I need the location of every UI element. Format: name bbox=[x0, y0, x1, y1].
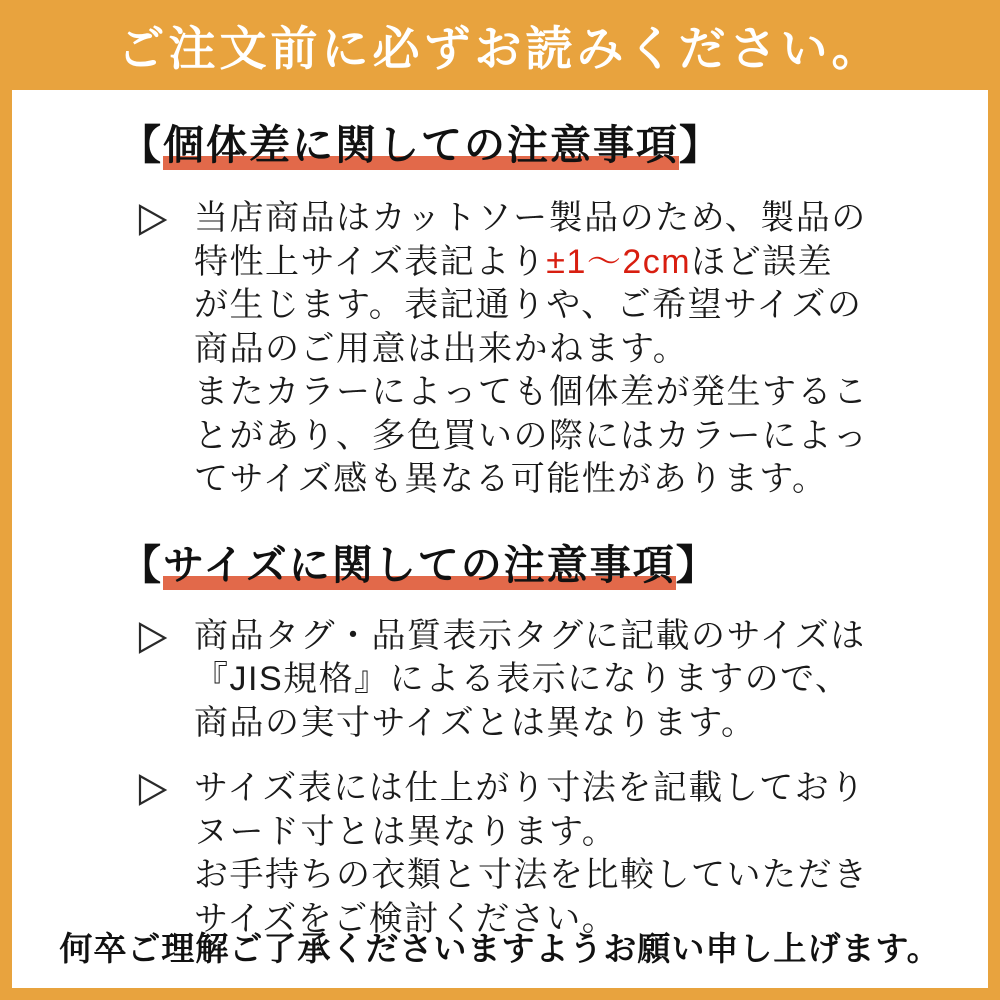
bracket-open: 【 bbox=[120, 122, 163, 168]
top-banner bbox=[0, 0, 1000, 90]
text-segment: ほど誤差 bbox=[691, 242, 834, 281]
text-line: が生じます。表記通りや、ご希望サイズの bbox=[194, 286, 863, 324]
text-line: またカラーによっても個体差が発生するこ bbox=[194, 373, 869, 411]
text-line: サイズ表には仕上がり寸法を記載しており bbox=[194, 769, 866, 807]
text-line: とがあり、多色買いの際にはカラーによっ bbox=[194, 416, 869, 455]
notice-item-tolerance bbox=[138, 197, 988, 502]
text-line: 商品の実寸サイズとは異なります。 bbox=[194, 703, 757, 742]
triangle-bullet-icon bbox=[138, 773, 168, 807]
text-line: 商品タグ・品質表示タグに記載のサイズは bbox=[194, 616, 866, 655]
text-line: サイズをご検討ください。 bbox=[194, 899, 618, 938]
section2-heading-text: サイズに関しての注意事項 bbox=[163, 541, 676, 588]
bracket-close: 】 bbox=[679, 122, 722, 168]
text-line bbox=[194, 241, 869, 285]
closing-message: 何卒ご理解ご了承くださいますようお願い申し上げます。 bbox=[59, 930, 941, 967]
notice-item-measurement bbox=[138, 767, 988, 941]
text-line: てサイズ感も異なる可能性があります。 bbox=[194, 460, 828, 498]
notice-item-jis bbox=[138, 615, 988, 746]
text-line: 商品のご用意は出来かねます。 bbox=[194, 329, 689, 368]
text-line: 当店商品はカットソー製品のため、製品の bbox=[194, 199, 867, 237]
section-heading-individual-difference bbox=[120, 112, 988, 171]
section-heading-size bbox=[120, 532, 988, 591]
text-segment: 特性上サイズ表記より bbox=[194, 242, 547, 281]
notice-item-text bbox=[194, 197, 869, 502]
section1-heading-text: 個体差に関しての注意事項 bbox=[163, 122, 679, 168]
triangle-bullet-icon bbox=[138, 621, 168, 655]
text-line: ヌード寸とは異なります。 bbox=[194, 812, 618, 851]
tolerance-value: ±1〜2cm bbox=[546, 242, 692, 281]
notice-item-text bbox=[194, 615, 866, 746]
bracket-close: 】 bbox=[675, 541, 719, 588]
banner-title: ご注文前に必ずお読みください。 bbox=[117, 21, 883, 75]
bracket-open: 【 bbox=[120, 541, 163, 588]
notice-item-text bbox=[194, 767, 869, 941]
text-line: 『JIS規格』による表示になりますので、 bbox=[194, 660, 851, 698]
text-line: お手持ちの衣類と寸法を比較していただき bbox=[194, 856, 869, 894]
notice-content bbox=[12, 90, 988, 988]
triangle-bullet-icon bbox=[138, 203, 168, 237]
